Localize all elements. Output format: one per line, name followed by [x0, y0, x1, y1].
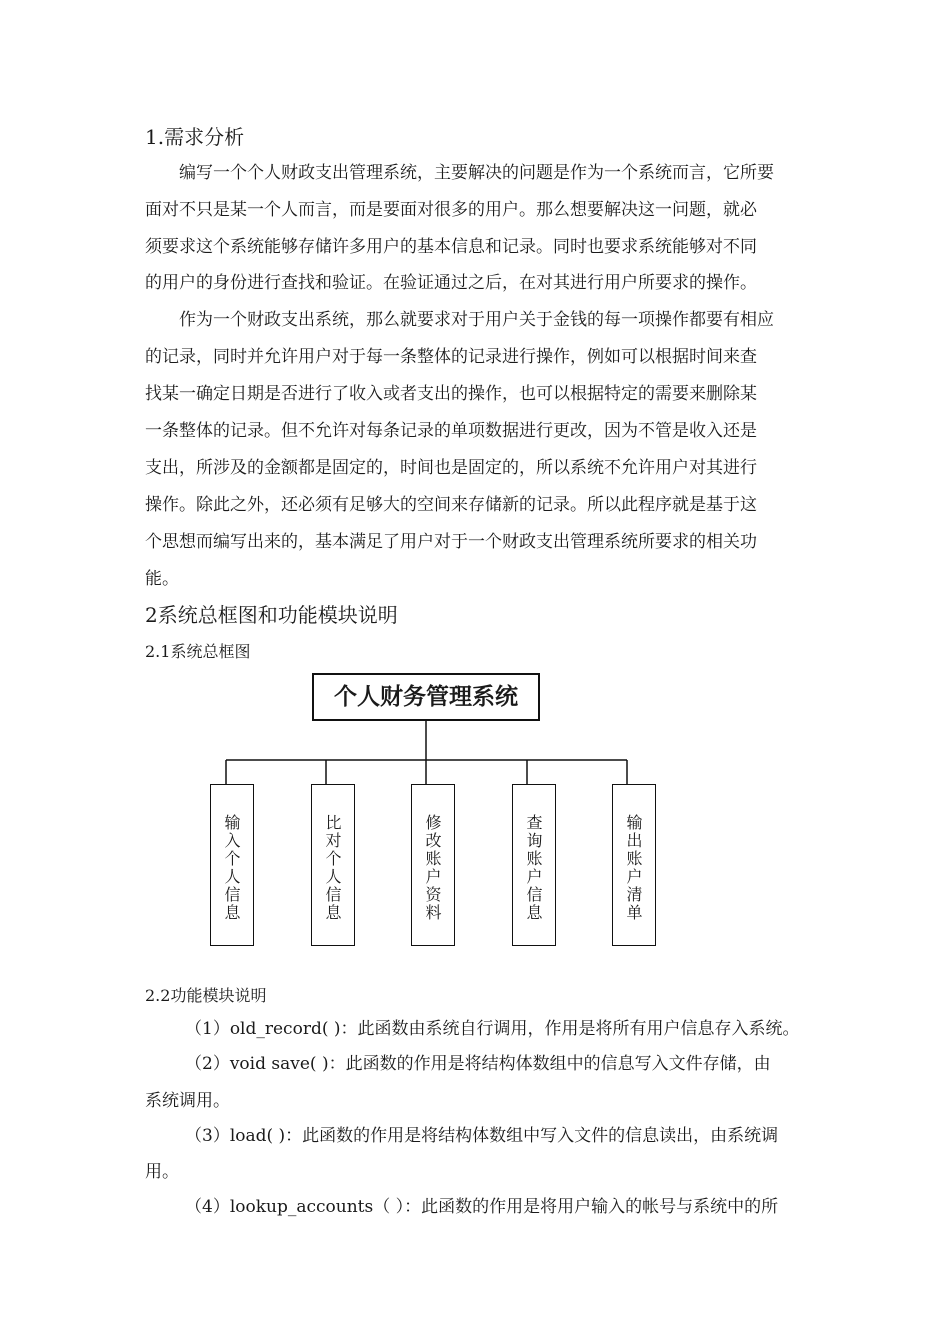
diagram-node-query-account [512, 784, 556, 946]
subsection-heading-diagram: 2.1系统总框图 [145, 642, 251, 661]
diagram-node-label: 比对个人信息 [323, 814, 342, 922]
module-description-line: （2）void save( )：此函数的作用是将结构体数组中的信息写入文件存储，由 [185, 1054, 771, 1074]
paragraph-line: 编写一个个人财政支出管理系统，主要解决的问题是作为一个系统而言，它所要 [179, 163, 774, 183]
module-description-line: （1）old_record( )：此函数由系统自行调用，作用是将所有用户信息存入系统。 [185, 1019, 800, 1039]
paragraph-line: 支出，所涉及的金额都是固定的，时间也是固定的，所以系统不允许用户对其进行 [145, 458, 757, 478]
diagram-node-label: 输出账户清单 [624, 814, 643, 922]
paragraph-line: 的用户的身份进行查找和验证。在验证通过之后，在对其进行用户所要求的操作。 [145, 273, 757, 293]
paragraph-line: 的记录，同时并允许用户对于每一条整体的记录进行操作，例如可以根据时间来查 [145, 347, 757, 367]
diagram-node-compare-info [311, 784, 355, 946]
paragraph-line: 一条整体的记录。但不允许对每条记录的单项数据进行更改，因为不管是收入还是 [145, 421, 757, 441]
paragraph-line: 能。 [145, 569, 179, 589]
diagram-node-label: 查询账户信息 [524, 814, 543, 922]
module-description-line: （3）load( )：此函数的作用是将结构体数组中写入文件的信息读出，由系统调 [185, 1126, 779, 1146]
diagram-node-output-statement [612, 784, 656, 946]
paragraph-line: 作为一个财政支出系统，那么就要求对于用户关于金钱的每一项操作都要有相应 [179, 310, 774, 330]
paragraph-line: 操作。除此之外，还必须有足够大的空间来存储新的记录。所以此程序就是基于这 [145, 495, 757, 515]
paragraph-line: 个思想而编写出来的，基本满足了用户对于一个财政支出管理系统所要求的相关功 [145, 532, 757, 552]
section-heading-overview: 2系统总框图和功能模块说明 [145, 603, 398, 627]
diagram-root-node: 个人财务管理系统 [312, 673, 540, 721]
diagram-node-label: 修改账户资料 [423, 814, 442, 922]
subsection-heading-modules: 2.2功能模块说明 [145, 986, 267, 1005]
module-description-line: 用。 [145, 1162, 179, 1182]
module-description-line: （4）lookup_accounts（ ）：此函数的作用是将用户输入的帐号与系统中的所 [185, 1197, 779, 1217]
diagram-node-input-info [210, 784, 254, 946]
diagram-node-modify-account [411, 784, 455, 946]
module-description-line: 系统调用。 [145, 1091, 230, 1111]
paragraph-line: 面对不只是某一个人而言，而是要面对很多的用户。那么想要解决这一问题，就必 [145, 200, 757, 220]
section-heading-requirements: 1.需求分析 [145, 125, 245, 149]
paragraph-line: 须要求这个系统能够存储许多用户的基本信息和记录。同时也要求系统能够对不同 [145, 237, 757, 257]
diagram-node-label: 输入个人信息 [222, 814, 241, 922]
paragraph-line: 找某一确定日期是否进行了收入或者支出的操作，也可以根据特定的需要来删除某 [145, 384, 757, 404]
